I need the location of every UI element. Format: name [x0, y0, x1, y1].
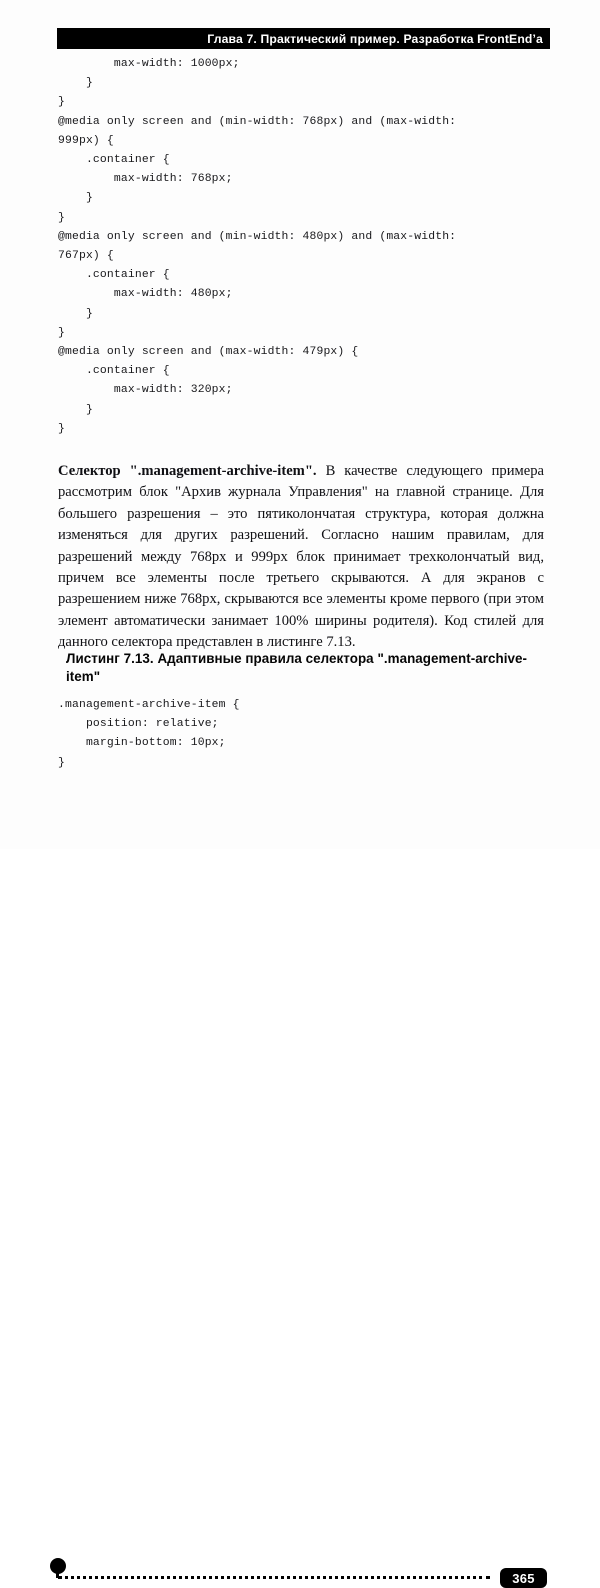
code-line: 999px) { [58, 134, 114, 147]
code-line: @media only screen and (min-width: 480px) and (max-width: [58, 230, 457, 243]
paragraph-text: В качестве следующего примера рассмотрим блок "Архив журнала Управления" на главной странице. Для большего разрешения – это пятиколончатая структура, которая должна изменяться для других разрешений. Согласно нашим правилам, для разрешений между 768px и 999px блок принимает трехколончатый вид, причем все элементы после третьего скрываются. А для экранов с разрешением ниже 768px, скрываются все элементы кроме первого (при этом элемент автоматически занимает 100% ширины родителя). Код стилей для данного селектора представлен в листинге 7.13. [58, 463, 544, 651]
page-number: 365 [512, 1570, 535, 1586]
code-line: margin-bottom: 10px; [58, 737, 226, 750]
page-footer [0, 778, 600, 1586]
code-line: } [58, 307, 93, 320]
code-line: max-width: 320px; [58, 384, 233, 397]
chapter-title: Глава 7. Практический пример. Разработка FrontEndʼa [207, 31, 543, 46]
code-line: } [58, 96, 65, 109]
code-line: } [58, 422, 65, 435]
code-line: } [58, 403, 93, 416]
paragraph-lead-bold: Селектор ".management-archive-item". [58, 463, 317, 479]
code-line: .container { [58, 154, 170, 167]
code-line: max-width: 768px; [58, 173, 233, 186]
code-line: } [58, 211, 65, 224]
code-line: .container { [58, 269, 170, 282]
code-listing-713 [58, 696, 558, 773]
code-line: } [58, 326, 65, 339]
code-line: max-width: 480px; [58, 288, 233, 301]
code-line: @media only screen and (max-width: 479px) { [58, 346, 359, 359]
code-line: position: relative; [58, 718, 219, 731]
code-line: } [58, 77, 93, 90]
code-line: } [58, 756, 65, 769]
page-number-badge [500, 1568, 547, 1588]
code-listing-continuation [58, 55, 558, 439]
code-line: .management-archive-item { [58, 699, 240, 711]
code-line: @media only screen and (min-width: 768px) and (max-width: [58, 115, 457, 128]
body-paragraph [58, 461, 544, 654]
listing-caption: Листинг 7.13. Адаптивные правила селектора ".management-archive-item" [66, 651, 527, 684]
running-header-bar [57, 28, 550, 49]
code-line: } [58, 192, 93, 205]
code-line: 767px) { [58, 250, 114, 263]
code-line: max-width: 1000px; [58, 58, 240, 70]
code-line: .container { [58, 365, 170, 378]
footer-dotted-rule [58, 1576, 490, 1579]
